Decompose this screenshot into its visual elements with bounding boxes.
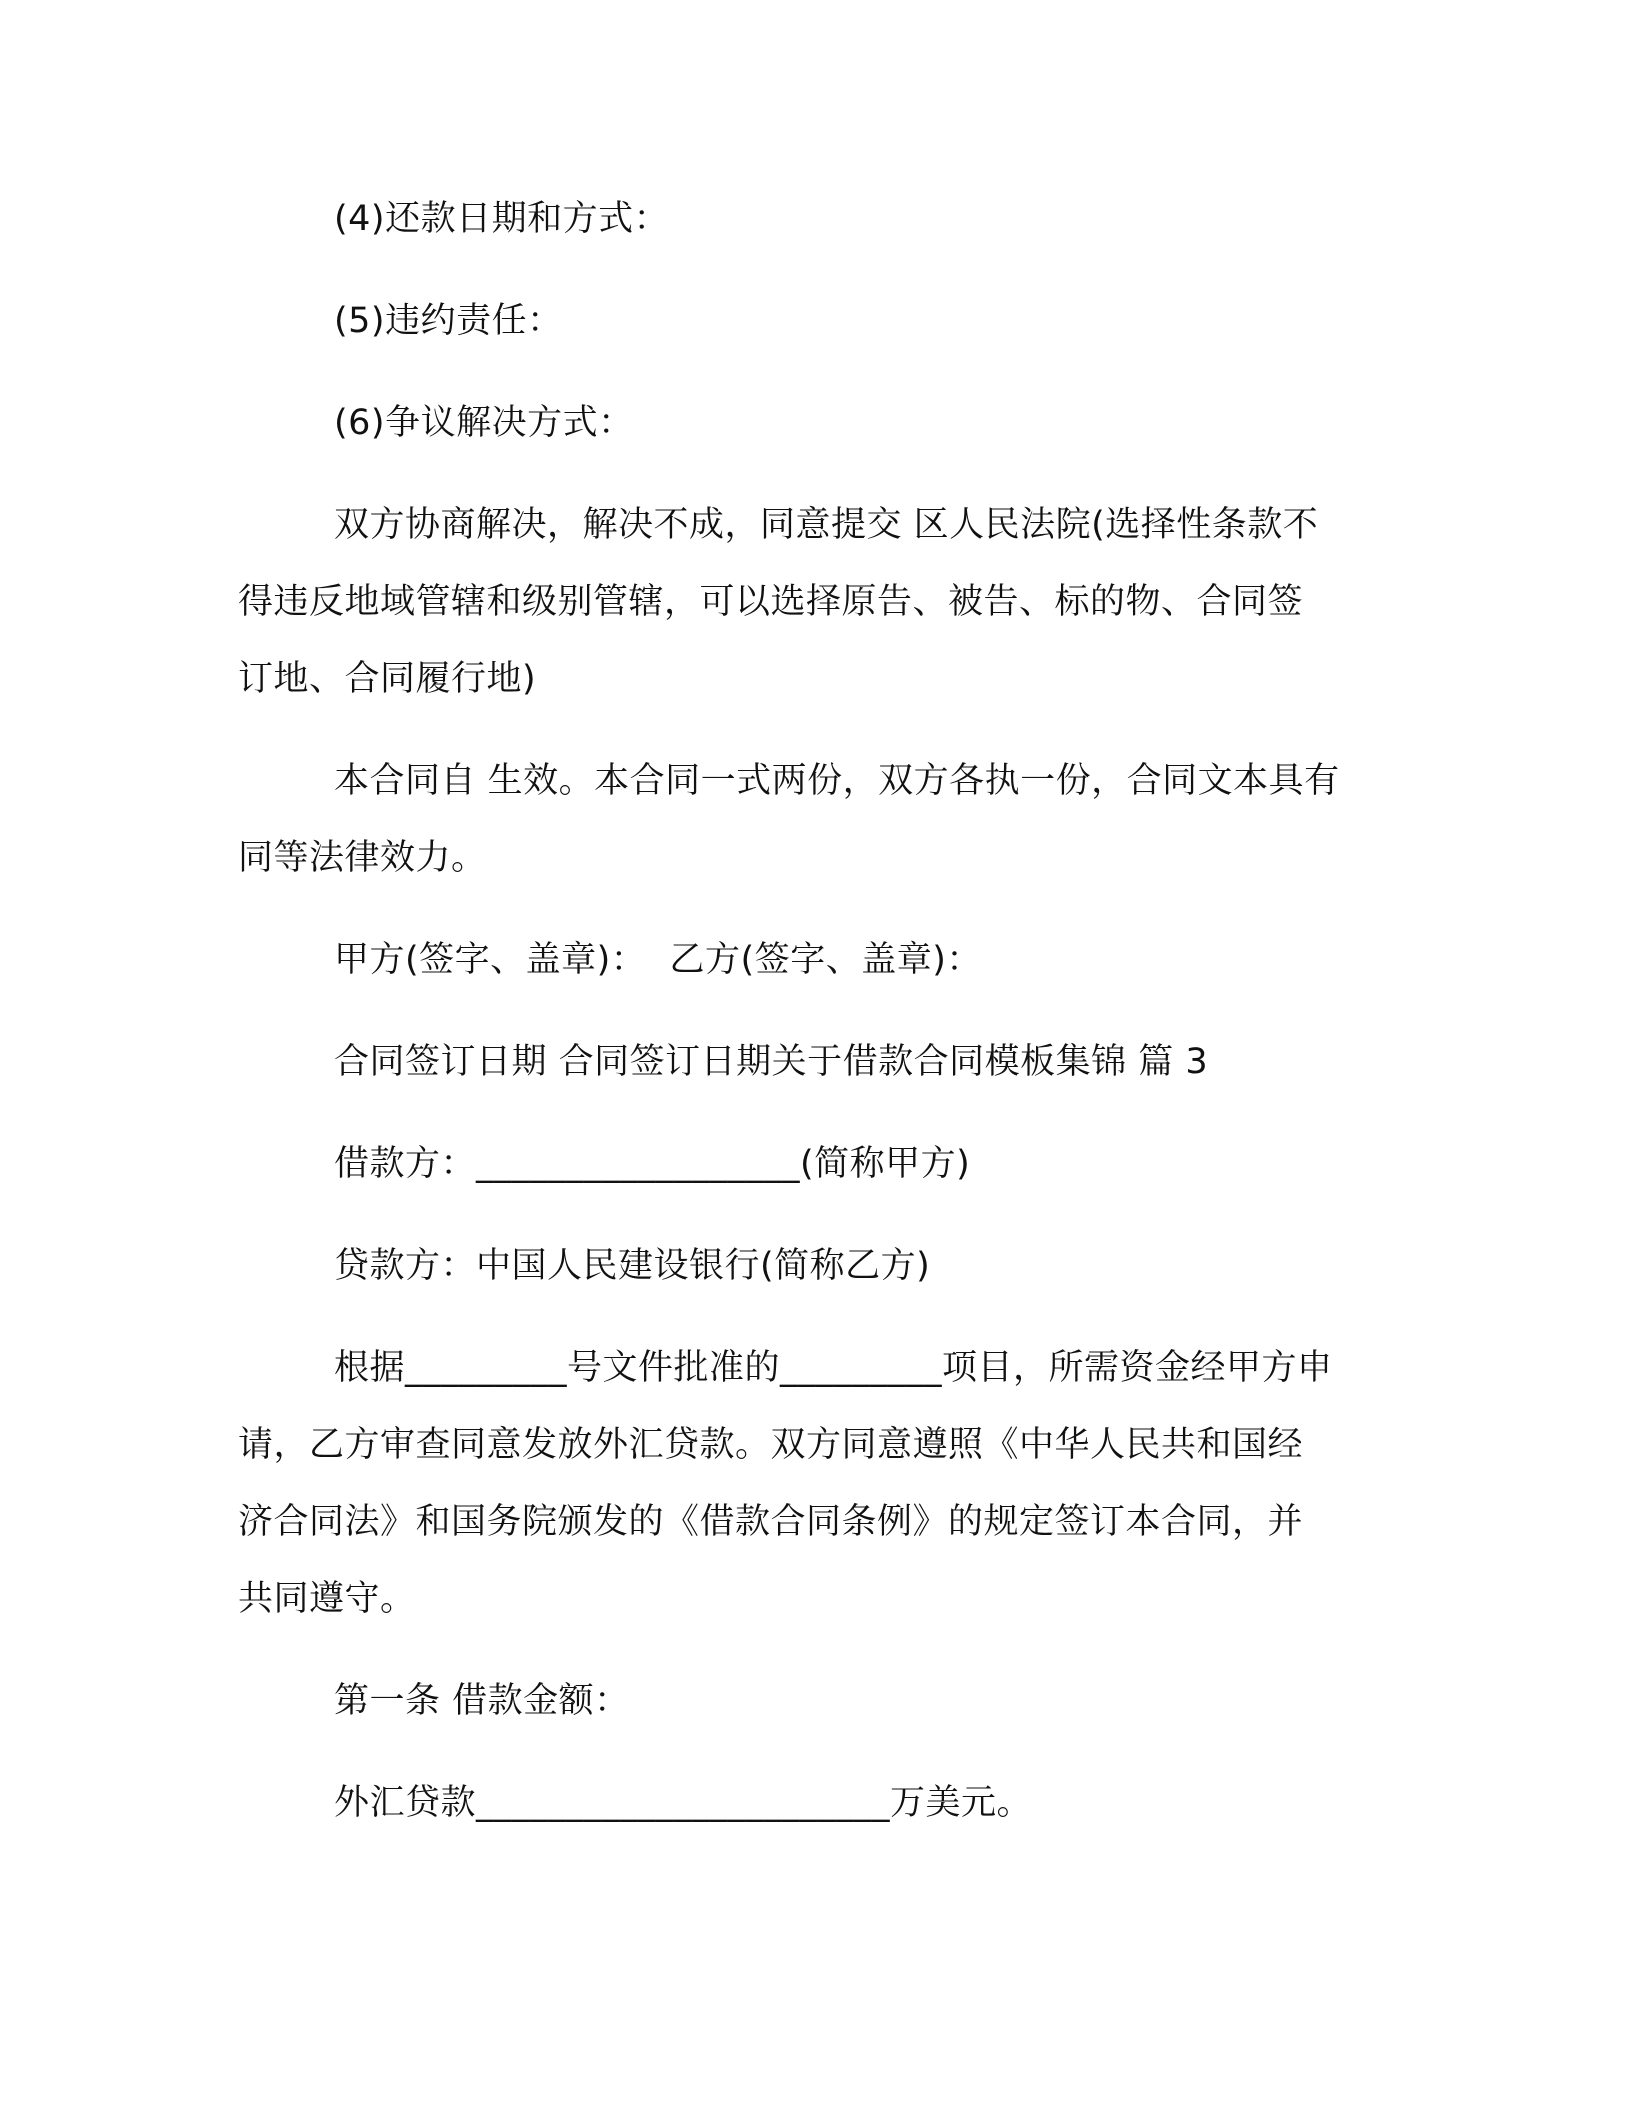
preamble-line-3: 济合同法》和国务院颁发的《借款合同条例》的规定签订本合同，并 [238,1502,1304,1542]
preamble-line-1: 根据_________号文件批准的_________项目，所需资金经甲方申 [334,1348,1333,1388]
loan-amount-line: 外汇贷款_______________________万美元。 [334,1783,1033,1823]
paragraph-effect-line-1: 本合同自 生效。本合同一式两份，双方各执一份，合同文本具有 [334,761,1340,801]
preamble-line-4: 共同遵守。 [238,1579,416,1619]
clause-dispute-resolution: (6)争议解决方式： [334,403,634,443]
paragraph-dispute-line-3: 订地、合同履行地) [238,659,537,699]
paragraph-dispute-line-1: 双方协商解决，解决不成，同意提交 区人民法院(选择性条款不 [334,505,1319,545]
section-heading-article-3: 合同签订日期 合同签订日期关于借款合同模板集锦 篇 3 [334,1042,1209,1082]
paragraph-dispute-line-2: 得违反地域管辖和级别管辖，可以选择原告、被告、标的物、合同签 [238,582,1304,622]
preamble-line-2: 请，乙方审查同意发放外汇贷款。双方同意遵照《中华人民共和国经 [238,1425,1304,1465]
article-1-heading: 第一条 借款金额： [334,1681,630,1721]
lender-line: 贷款方：中国人民建设银行(简称乙方) [334,1246,931,1286]
clause-breach-liability: (5)违约责任： [334,301,563,341]
clause-repayment-date-method: (4)还款日期和方式： [334,199,670,239]
borrower-line: 借款方：__________________(简称甲方) [334,1144,971,1184]
paragraph-effect-line-2: 同等法律效力。 [238,838,487,878]
signature-parties: 甲方(签字、盖章)： 乙方(签字、盖章)： [334,940,982,980]
